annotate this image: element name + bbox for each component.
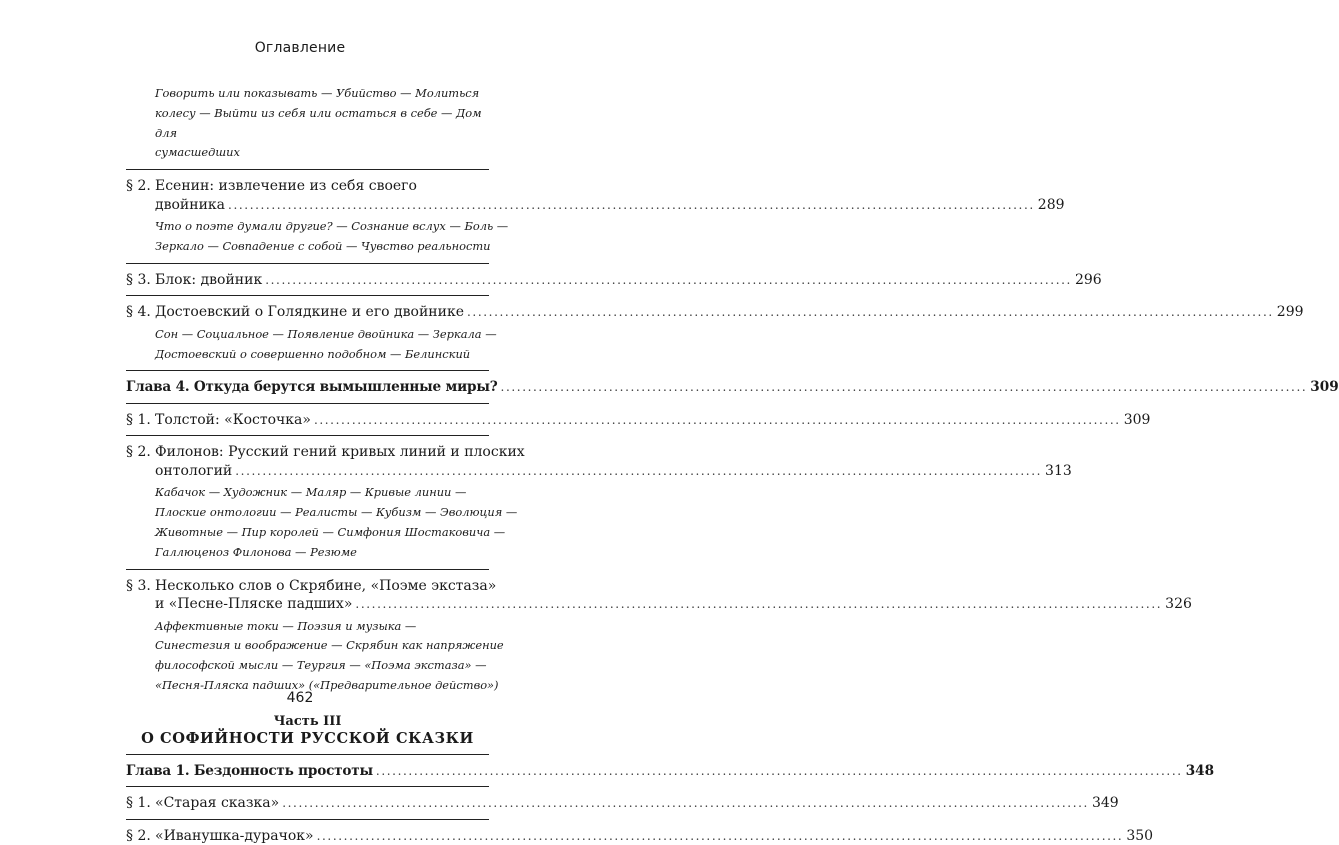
page-number: 309 [1310,379,1339,396]
dot-leader [501,378,1308,397]
divider [126,754,489,755]
toc-entry-chapter-4[interactable] [126,378,1339,397]
toc-entry-staraya-skazka[interactable] [126,794,1119,813]
subtopic-line: Синестезия и воображение — Скрябин как напряжение [155,638,504,653]
intro-subtopics [126,84,489,163]
page-number: 348 [1185,762,1215,779]
subtopic-line: Что о поэте думали другие? — Сознание вслух — Боль — [155,219,509,234]
subtopic-line: «Песня-Пляска падших» («Предварительное действо») [155,677,499,692]
divider [126,263,489,264]
dot-leader [235,462,1042,481]
entry-title: «Иванушка-дурачок» [155,827,314,844]
entry-title: Толстой: «Косточка» [155,411,311,428]
subtopic-line: Животные — Пир королей — Симфония Шостаковича — [155,524,506,539]
section-number: § 4. [126,304,151,321]
entry-title: Несколько слов о Скрябине, «Поэме экстаза» [155,577,497,594]
entry-title: онтологий [155,462,233,479]
entry-title: Филонов: Русский гений кривых линий и плоских [155,444,525,461]
toc-entry-filonov[interactable] [126,443,1072,562]
divider [126,435,489,436]
toc-entry-chapter-1[interactable] [126,762,1215,781]
page-number: 326 [1165,596,1192,613]
section-number: § 3. [126,271,151,288]
entry-title: и «Песне-Пляске падших» [155,596,353,613]
toc-entry-scriabin[interactable] [126,577,1192,696]
section-number: § 2. [126,444,151,461]
dot-leader [228,196,1035,215]
page-number: 313 [1045,462,1072,479]
toc-entry-dostoevsky[interactable] [126,303,1304,364]
toc-entry-tolstoy[interactable] [126,411,1151,430]
subtopic-line: Достоевский о совершенно подобном — Белинский [155,346,471,361]
section-number: § 1. [126,411,151,428]
running-title: Оглавление [254,40,346,56]
divider [126,403,489,404]
entry-title: Есенин: извлечение из себя своего [155,178,417,195]
toc-entry-blok[interactable] [126,271,1102,290]
subtopic-line: Говорить или показывать — Убийство — Молиться [155,86,480,100]
dot-leader [282,794,1089,813]
divider [126,169,489,170]
section-number: § 3. [126,577,151,594]
dot-leader [467,303,1274,322]
subtopic-line: Зеркало — Совпадение с собой — Чувство реальности [155,238,491,253]
entry-title: «Старая сказка» [155,795,280,812]
page-folio: 462 [286,690,314,706]
subtopic-line: Кабачок — Художник — Маляр — Кривые линии — [155,485,467,500]
entry-title: двойника [155,196,226,213]
subtopic-line: Галлюценоз Филонова — Резюме [155,544,357,559]
section-number: § 2. [126,178,151,195]
dot-leader [317,827,1124,845]
divider [126,819,489,820]
chapter-title: Глава 4. Откуда берутся вымышленные миры? [126,379,498,396]
dot-leader [314,411,1121,430]
page-number: 350 [1126,827,1154,844]
page-number: 349 [1091,795,1119,812]
dot-leader [265,271,1072,290]
page-number: 296 [1074,271,1102,288]
subtopic-line: Аффективные токи — Поэзия и музыка — [155,618,417,633]
subtopic-line: философской мысли — Теургия — «Поэма экстаза» — [155,658,487,673]
chapter-title: Глава 1. Бездонность простоты [126,762,373,779]
subtopic-line: Плоские онтологии — Реалисты — Кубизм — Эволюция — [155,505,518,520]
divider [126,295,489,296]
dot-leader [355,595,1162,614]
toc-entry-esenin[interactable] [126,177,1065,257]
divider [126,786,489,787]
subtopic-line: Сон — Социальное — Появление двойника — Зеркала — [155,326,497,341]
divider [126,569,489,570]
subtopic-line: колесу — Выйти из себя или остаться в себе — Дом для [155,105,482,140]
toc-entry-ivanushka[interactable] [126,827,1154,845]
part-title: О СОФИЙНОСТИ РУССКОЙ СКАЗКИ [141,729,474,747]
table-of-contents [126,82,1339,845]
page-number: 309 [1123,411,1151,428]
subtopic-line: сумасшедших [155,145,240,160]
entry-title: Блок: двойник [155,271,263,288]
page-number: 299 [1276,304,1304,321]
divider [126,370,489,371]
section-number: § 1. [126,795,151,812]
section-number: § 2. [126,827,151,844]
dot-leader [376,762,1183,781]
entry-title: Достоевский о Голядкине и его двойнике [155,304,465,321]
part-label: Часть III [273,713,342,729]
page-number: 289 [1037,196,1065,213]
